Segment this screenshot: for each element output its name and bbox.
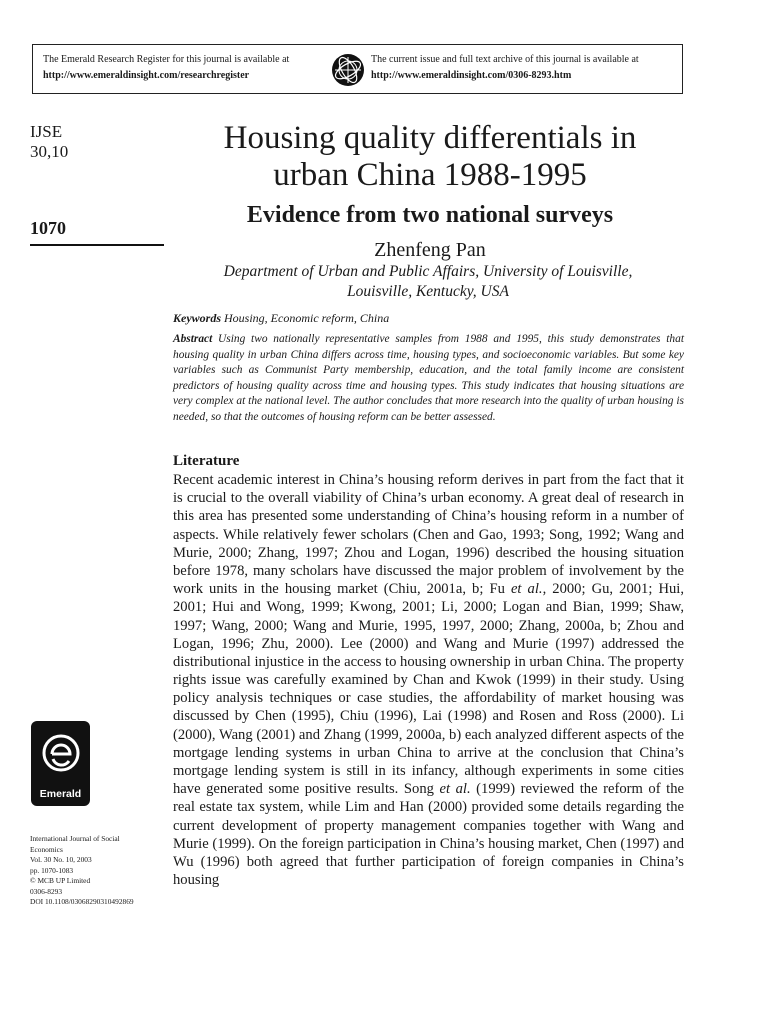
body-italic: et al. [439, 781, 471, 798]
keywords [173, 310, 685, 326]
journal-name: IJSE [30, 122, 63, 141]
journal-abbreviation [30, 122, 68, 162]
title-line-2: urban China 1988-1995 [273, 157, 587, 193]
citation-line: Economics [30, 844, 63, 854]
journal-volume: 30,10 [30, 142, 69, 161]
citation-line: 0306-8293 [30, 886, 63, 896]
emerald-logo-text: Emerald [39, 788, 82, 800]
citation-line: © MCB UP Limited [30, 876, 91, 885]
research-register-notice [43, 52, 343, 84]
citation-block [30, 834, 160, 908]
body-text: (1999) reviewed the reform of the real estate tax system, while Lim and Han (2000) provided some details regarding the current development of property management companies together with Wang and Murie (1999). On the foreign participation in China’s housing market, Chen (1997) and Wu (1996) both agreed that further participation of foreign companies in China’s housing [173, 781, 684, 889]
keywords-list: Housing, Economic reform, China [224, 311, 390, 325]
keywords-label: Keywords [173, 311, 221, 325]
body-text: , 2000; Gu, 2001; Hui, 2001; Hui and Wong, 1999; Kwong, 2001; Li, 2000; Logan and Bian, 1999; Shaw, 1997; Wang, 2000; Wang and Murie, 1995, 1997, 2000; Zhang, 2000a, b; Zhou and Logan, 1996; Zhu, 2000). Lee (2000) and Wang and Murie (1997) addressed the distributional injustice in the access to housing ownership in urban China. The property rights issue was carefully examined by Chan and Kwok (1999) in their study. Using policy analysis techniques or case studies, the affordability of market housing was discussed by Chen (1995), Chiu (1996), Lai (1998) and Rosen and Ross (2000). Li (2000), Wang (2001) and Zhang (1999, 2000a, b) each analyzed different aspects of the mortgage lending systems in urban China to arrive at the conclusion that China’s mortgage lending system is still in its infancy, although experiments in some cities have generated some positive results. Song [173, 581, 684, 798]
body-text: Recent academic interest in China’s housing reform derives in part from the fact that it is crucial to the overall viability of China’s urban economy. A great deal of research in this area has presented some understanding of China’s housing reform in a number of aspects. While relatively fewer scholars (Chen and Gao, 1993; Song, 1992; Wang and Murie, 2000; Zhang, 1997; Zhou and Logan, 1996) described the housing situation before 1978, many scholars have discussed the major problem of involvement by the work units in the housing market (Chiu, 2001a, b; Fu [173, 472, 684, 598]
full-text-archive-notice [371, 52, 683, 84]
title-line-1: Housing quality differentials in [223, 120, 637, 156]
research-register-link[interactable]: http://www.emeraldinsight.com/researchregister [43, 70, 250, 81]
globe-icon [331, 53, 365, 87]
article-title [160, 120, 700, 194]
section-heading: Literature [173, 453, 240, 469]
citation-line: pp. 1070-1083 [30, 865, 74, 875]
author-name: Zhenfeng Pan [374, 239, 486, 261]
full-text-archive-link[interactable]: http://www.emeraldinsight.com/0306-8293.htm [371, 70, 572, 81]
abstract-label: Abstract [173, 333, 213, 345]
research-register-text: The Emerald Research Register for this journal is available at [43, 54, 290, 65]
affiliation-line-2: Louisville, Kentucky, USA [347, 283, 509, 300]
body-italic: et al. [510, 581, 543, 598]
emerald-e-icon [39, 729, 83, 781]
article-subtitle: Evidence from two national surveys [246, 202, 614, 228]
abstract-text: Using two nationally representative samples from 1988 and 1995, this study demonstrates that housing quality in urban China differs across time, housing types, and socioeconomic variables. But some key variables such as Communist Party membership, education, and the total family income are consistent predictors of housing quality across time and housing types. This study indicates that housing situations are very complex at the national level. The author concludes that more research into the quality of urban housing is needed, so that the outcomes of housing reform can be better assessed. [173, 333, 684, 423]
citation-line: International Journal of Social [30, 834, 120, 843]
body-paragraph [173, 471, 684, 889]
citation-line: Vol. 30 No. 10, 2003 [30, 855, 92, 864]
margin-divider [30, 244, 164, 246]
author-affiliation [172, 262, 684, 302]
emerald-logo [31, 721, 90, 806]
citation-line: DOI 10.1108/03068290310492869 [30, 897, 134, 906]
abstract [173, 332, 684, 426]
affiliation-line-1: Department of Urban and Public Affairs, University of Louisville, [223, 263, 633, 280]
journal-header-box [32, 44, 683, 94]
full-text-archive-text: The current issue and full text archive of this journal is available at [371, 54, 639, 65]
page-number: 1070 [30, 218, 66, 238]
